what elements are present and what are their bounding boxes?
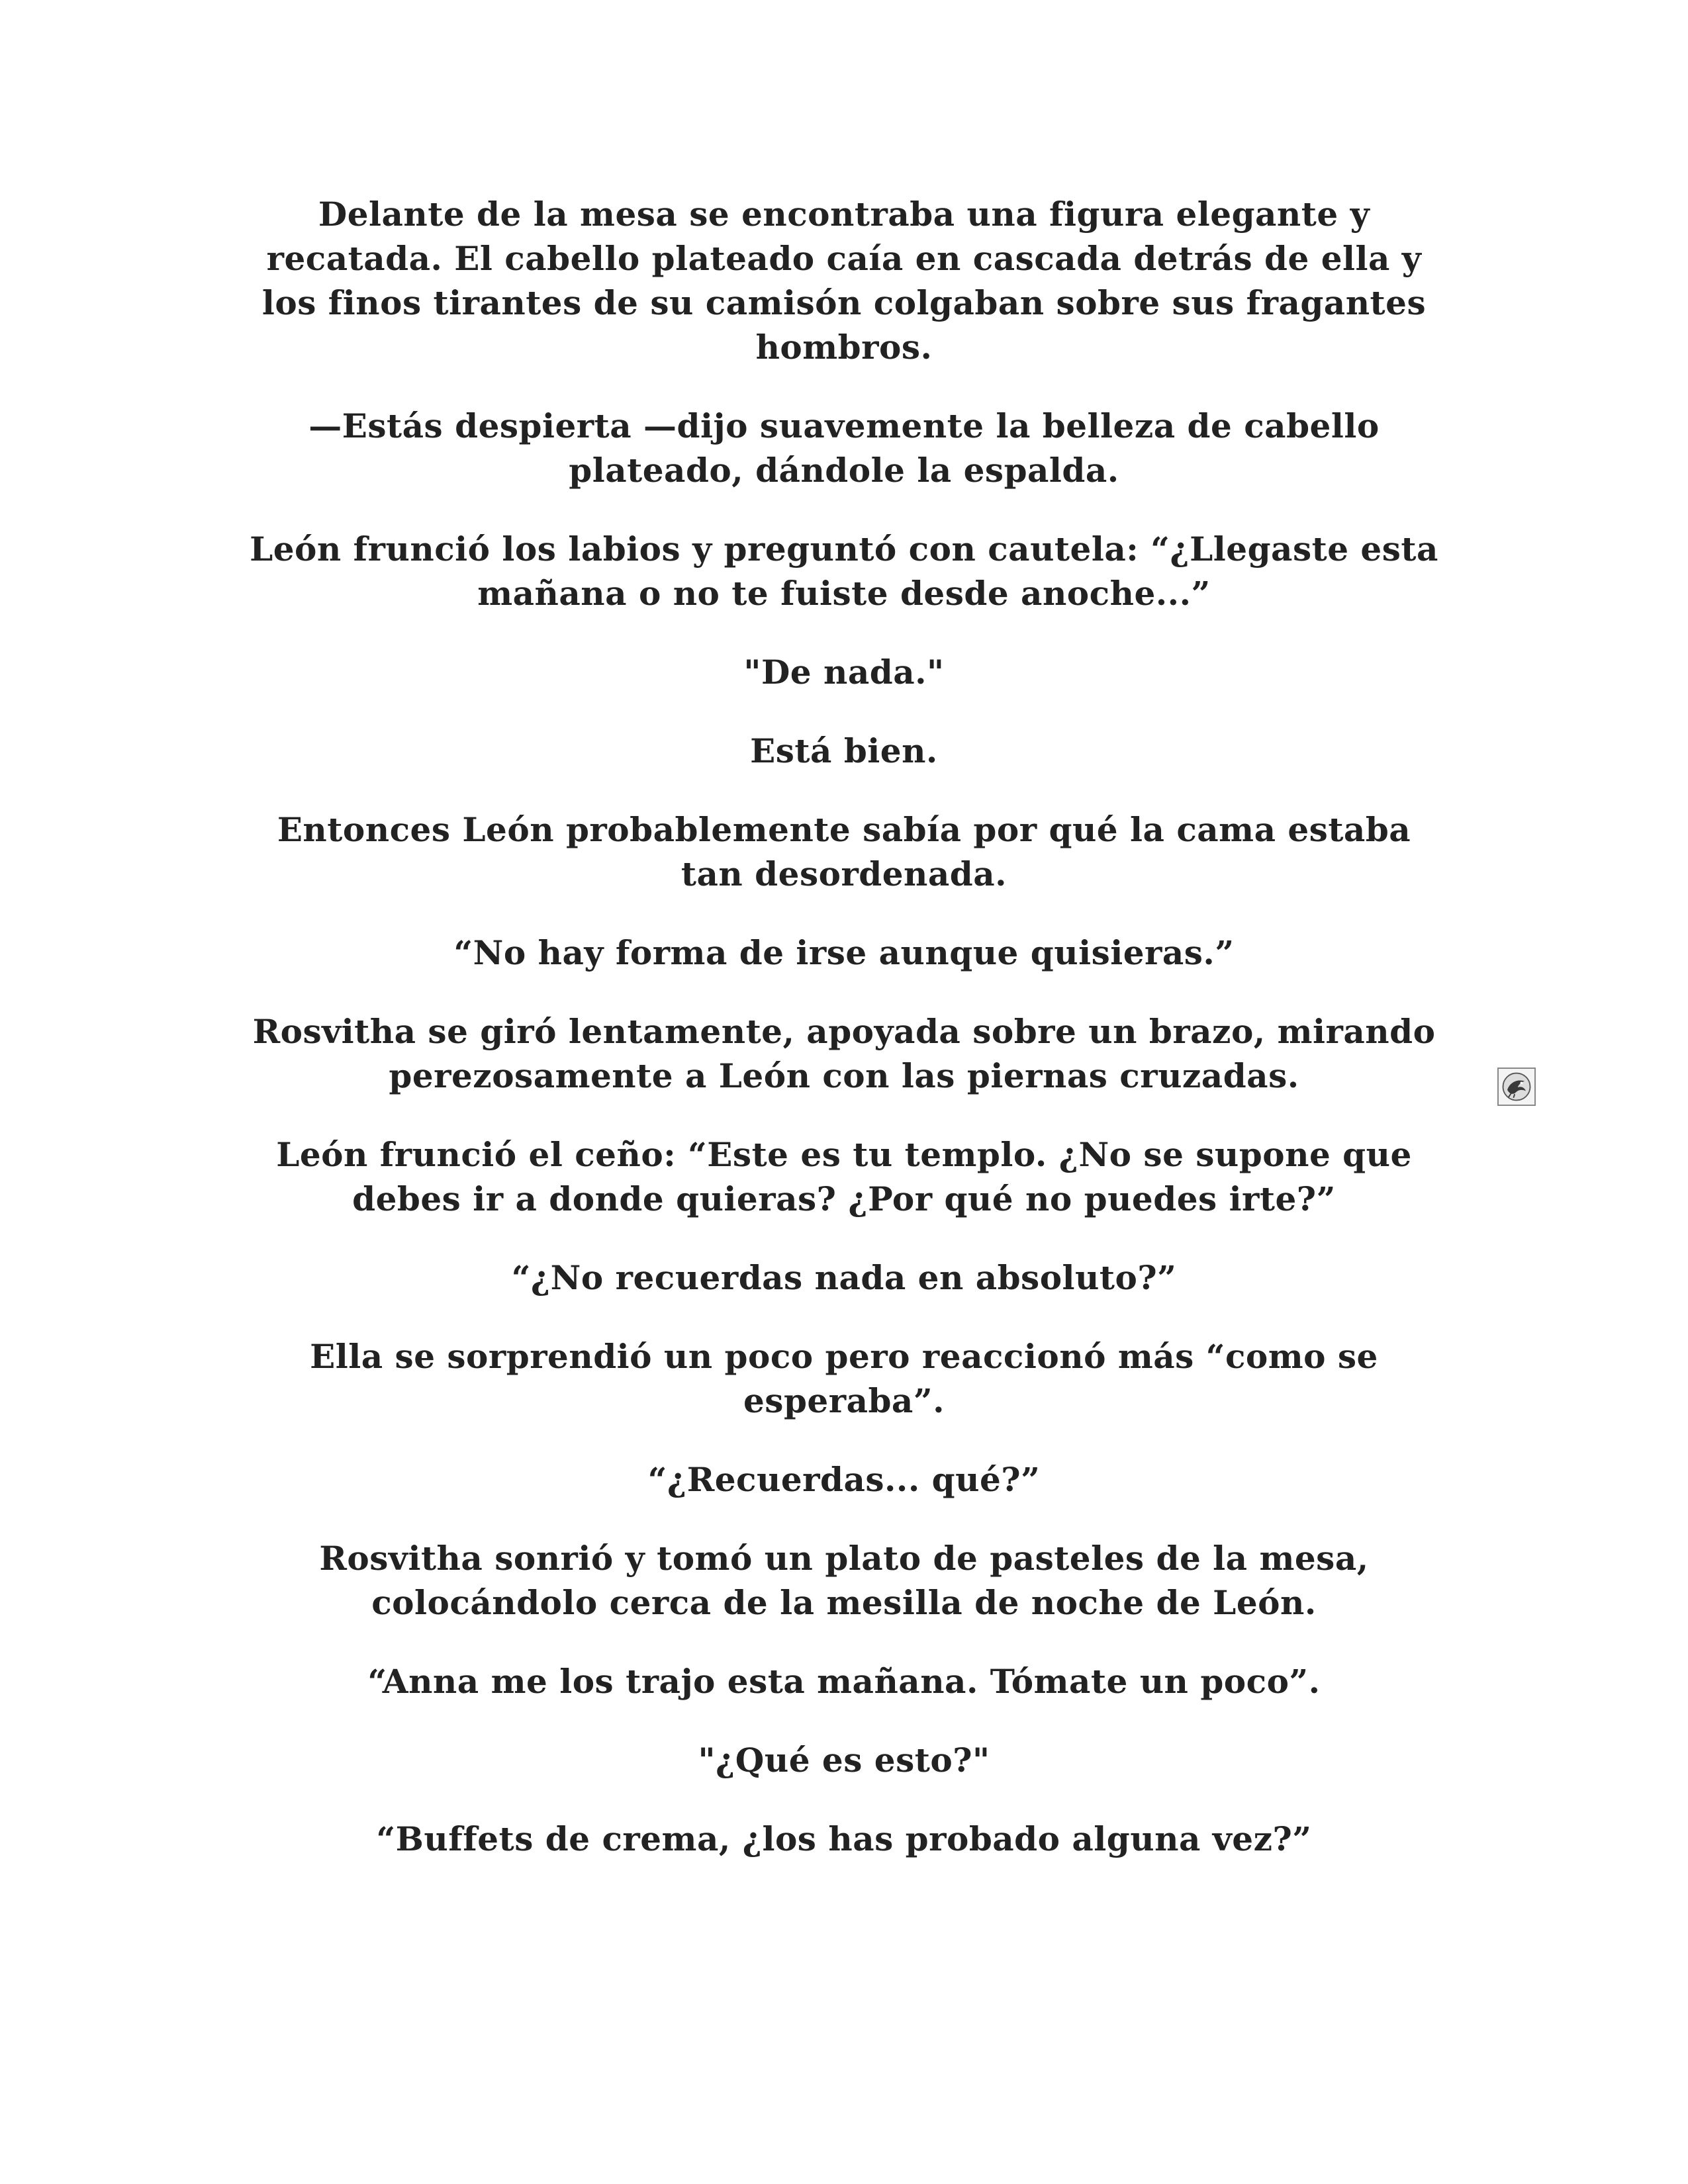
paragraph (218, 1334, 1470, 1423)
paragraph (218, 1738, 1470, 1782)
paragraph (218, 1255, 1470, 1300)
paragraph (218, 807, 1470, 896)
text-line: Entonces León probablemente sabía por qué la cama estaba (277, 810, 1411, 849)
text-line: “Anna me los trajo esta mañana. Tómate un poco”. (367, 1662, 1321, 1701)
paragraph (218, 1536, 1470, 1625)
story-text (218, 192, 1470, 1895)
text-line: recatada. El cabello plateado caía en cascada detrás de ella y (266, 239, 1422, 278)
text-line: León frunció los labios y preguntó con cautela: “¿Llegaste esta (250, 529, 1438, 569)
text-line: Rosvitha sonrió y tomó un plato de pasteles de la mesa, (319, 1539, 1369, 1578)
paragraph (218, 1457, 1470, 1502)
paragraph (218, 527, 1470, 615)
text-line: tan desordenada. (680, 854, 1008, 893)
text-line: perezosamente a León con las piernas cruzadas. (389, 1056, 1299, 1095)
text-line: Delante de la mesa se encontraba una figura elegante y (318, 195, 1370, 234)
text-line: debes ir a donde quieras? ¿Por qué no puedes irte?” (352, 1179, 1336, 1218)
text-line: León frunció el ceño: “Este es tu templo. ¿No se supone que (276, 1135, 1412, 1174)
dragon-watermark-icon (1497, 1068, 1536, 1106)
text-line: esperaba”. (743, 1381, 945, 1420)
paragraph (218, 1009, 1470, 1098)
text-line: colocándolo cerca de la mesilla de noche de León. (371, 1583, 1317, 1622)
paragraph (218, 1659, 1470, 1704)
text-line: “No hay forma de irse aunque quisieras.” (453, 933, 1235, 972)
paragraph (218, 1132, 1470, 1221)
text-line: Rosvitha se giró lentamente, apoyada sobre un brazo, mirando (252, 1012, 1436, 1051)
text-line: —Estás despierta —dijo suavemente la belleza de cabello (308, 406, 1380, 445)
paragraph (218, 192, 1470, 369)
paragraph (218, 650, 1470, 694)
text-line: mañana o no te fuiste desde anoche...” (477, 574, 1211, 613)
text-line: Está bien. (750, 731, 938, 770)
text-line: hombros. (755, 328, 933, 367)
text-line: los finos tirantes de su camisón colgaban sobre sus fragantes (261, 283, 1427, 322)
text-line: Ella se sorprendió un poco pero reaccionó más “como se (310, 1337, 1378, 1376)
text-line: "¿Qué es esto?" (698, 1741, 990, 1780)
text-line: plateado, dándole la espalda. (569, 451, 1119, 490)
text-line: “¿Recuerdas... qué?” (647, 1460, 1041, 1499)
text-line: "De nada." (743, 653, 945, 692)
paragraph (218, 1817, 1470, 1861)
paragraph (218, 729, 1470, 773)
text-line: “Buffets de crema, ¿los has probado alguna vez?” (376, 1819, 1312, 1858)
paragraph (218, 931, 1470, 975)
paragraph (218, 404, 1470, 492)
text-line: “¿No recuerdas nada en absoluto?” (511, 1258, 1177, 1297)
